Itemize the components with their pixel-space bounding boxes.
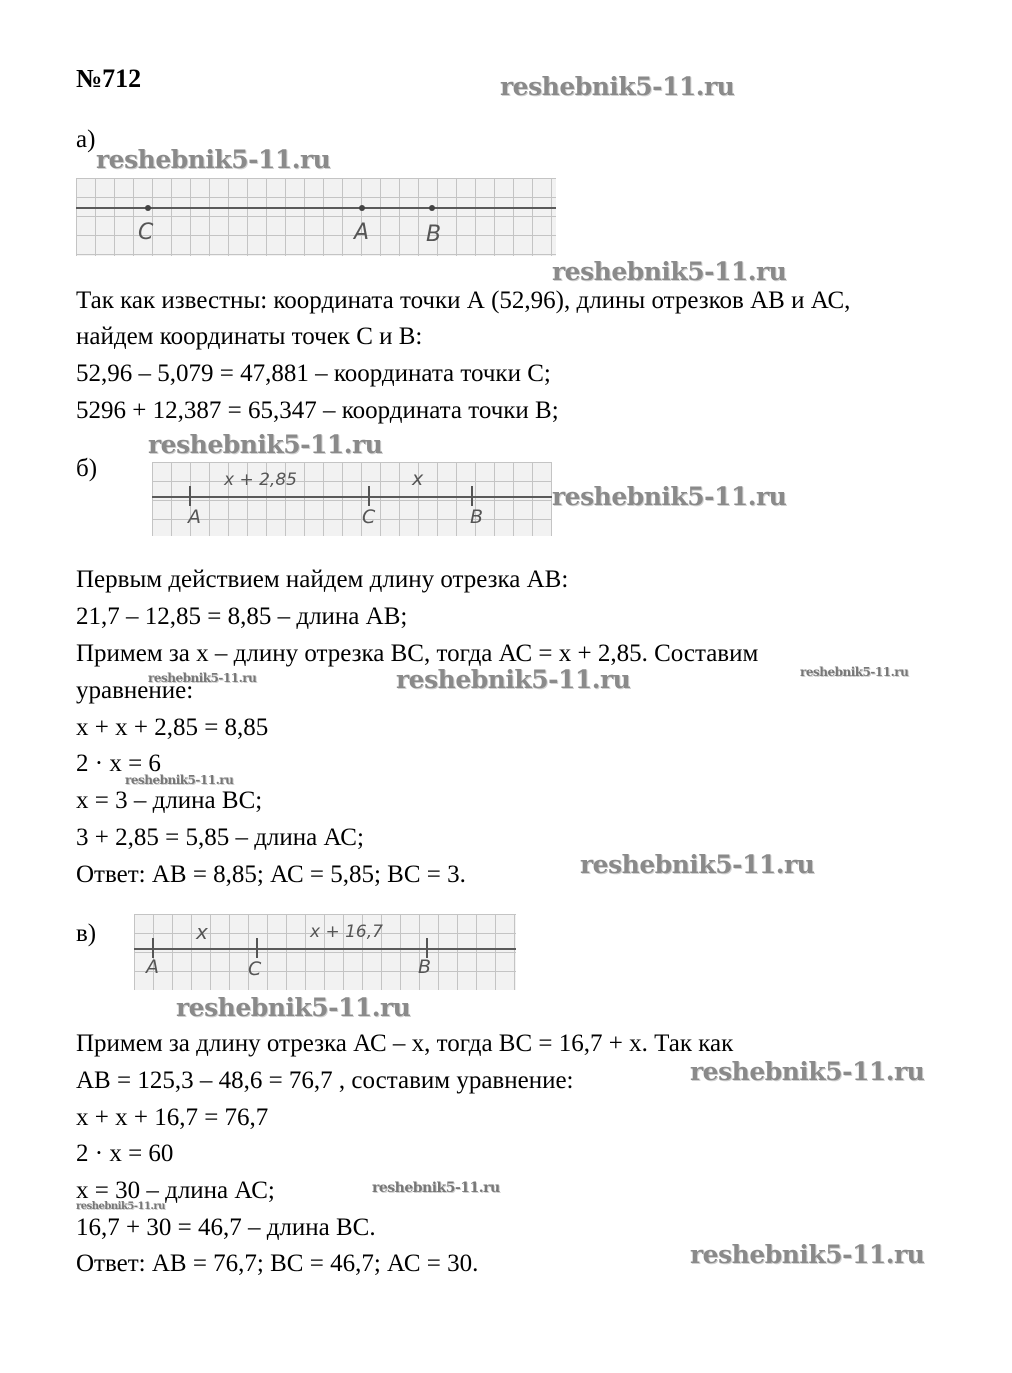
number-line-b [152,462,552,536]
segment-label-ac: x + 2,85 [224,470,297,490]
text-line: 52,96 – 5,079 = 47,881 – координата точки С; [76,360,551,387]
text-line: Примем за х – длину отрезка ВС, тогда АС = х + 2,85. Составим [76,640,759,667]
point-label-a: A [354,220,370,245]
watermark: reshebnik5-11.ru [500,72,735,101]
segment-label-cb: x + 16,7 [310,922,383,942]
watermark: reshebnik5-11.ru [800,665,909,679]
text-line: х + х + 16,7 = 76,7 [76,1104,269,1131]
problem-title: №712 [76,64,142,93]
point-dot [359,205,365,211]
point-label-a: A [146,956,159,978]
text-line: найдем координаты точек С и В: [76,323,423,350]
text-line: АВ = 125,3 – 48,6 = 76,7 , составим уравнение: [76,1067,574,1094]
point-label-c: C [248,958,262,980]
axis-line [134,948,516,950]
point-tick [426,938,428,958]
point-tick [256,938,258,958]
text-line: 3 + 2,85 = 5,85 – длина АС; [76,824,364,851]
part-c-label: в) [76,920,97,947]
point-label-b: B [426,222,442,247]
watermark: reshebnik5-11.ru [396,665,631,694]
point-tick [189,486,191,506]
point-tick [471,486,473,506]
watermark: reshebnik5-11.ru [125,773,234,787]
part-a-label: а) [76,126,96,153]
part-b-label: б) [76,455,98,482]
watermark: reshebnik5-11.ru [148,430,383,459]
point-dot [429,205,435,211]
segment-label-cb: x [412,468,424,490]
number-line-a [76,178,556,256]
point-dot [145,205,151,211]
point-label-b: B [470,506,484,528]
point-tick [152,938,154,958]
watermark: reshebnik5-11.ru [176,993,411,1022]
text-line: х + х + 2,85 = 8,85 [76,714,269,741]
watermark: reshebnik5-11.ru [552,257,787,286]
answer-line: Ответ: АВ = 8,85; АС = 5,85; ВС = 3. [76,861,466,888]
point-label-b: B [418,956,432,978]
point-label-c: C [138,220,154,245]
watermark: reshebnik5-11.ru [76,1201,165,1212]
watermark: reshebnik5-11.ru [148,671,257,685]
text-line: Примем за длину отрезка АС – х, тогда ВС = 16,7 + х. Так как [76,1030,734,1057]
segment-label-ac: x [196,920,208,944]
text-line: х = 30 – длина АС; [76,1177,275,1204]
watermark: reshebnik5-11.ru [372,1180,500,1196]
point-tick [368,486,370,506]
watermark: reshebnik5-11.ru [690,1240,925,1269]
axis-line [152,496,552,498]
text-line: 2 · х = 6 [76,750,161,777]
watermark: reshebnik5-11.ru [690,1057,925,1086]
text-line: Так как известны: координата точки А (52,96), длины отрезков АВ и АС, [76,287,851,314]
text-line: Первым действием найдем длину отрезка АВ: [76,566,569,593]
watermark: reshebnik5-11.ru [552,482,787,511]
text-line: уравнение: [76,677,194,704]
text-line: х = 3 – длина ВС; [76,787,263,814]
number-line-c [134,914,516,990]
text-line: 21,7 – 12,85 = 8,85 – длина АВ; [76,603,408,630]
point-label-a: A [188,506,201,528]
text-line: 16,7 + 30 = 46,7 – длина ВС. [76,1214,376,1241]
answer-line: Ответ: АВ = 76,7; ВС = 46,7; АС = 30. [76,1250,479,1277]
point-label-c: C [362,506,376,528]
watermark: reshebnik5-11.ru [580,850,815,879]
watermark: reshebnik5-11.ru [96,145,331,174]
text-line: 5296 + 12,387 = 65,347 – координата точки В; [76,397,559,424]
text-line: 2 · х = 60 [76,1140,174,1167]
